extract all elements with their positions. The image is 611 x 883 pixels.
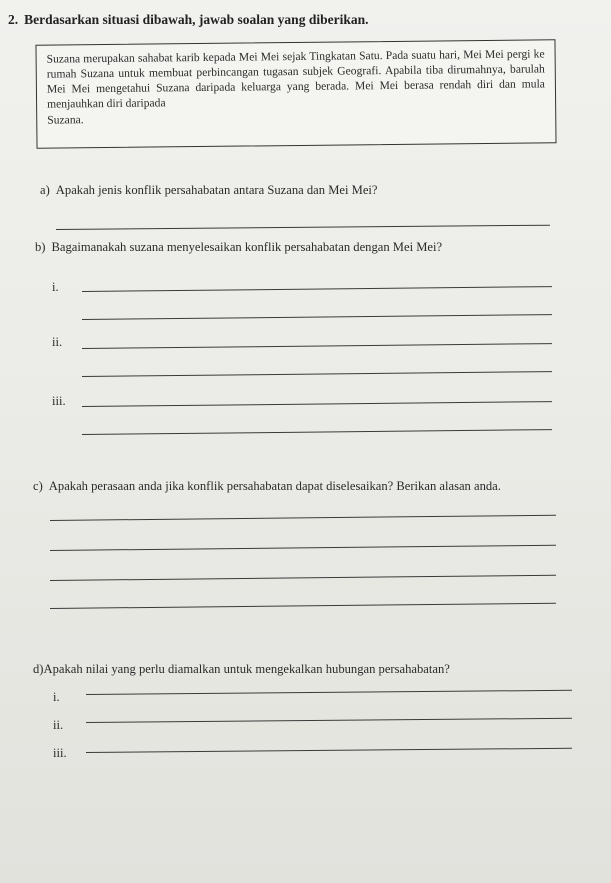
b-item-ii-label: ii. [52, 335, 63, 349]
answer-line-c-2[interactable] [50, 545, 556, 551]
answer-line-b-iii-2[interactable] [82, 429, 552, 435]
answer-line-b-ii-2[interactable] [82, 371, 552, 377]
b-item-iii-label: iii. [52, 394, 66, 408]
d-item-i-label: i. [53, 690, 60, 704]
d-item-ii-label: ii. [53, 718, 64, 732]
question-d-letter: d) [33, 662, 44, 676]
answer-line-a[interactable] [56, 225, 550, 230]
question-a [40, 183, 378, 198]
answer-line-d-i[interactable] [86, 690, 572, 695]
answer-line-b-ii-1[interactable] [82, 343, 552, 349]
d-item-iii-label: iii. [53, 746, 67, 760]
scenario-text: Suzana merupakan sahabat karib kepada Mei Mei sejak Tingkatan Satu. Pada suatu hari, Mei Mei pergi ke rumah Suzana untuk membuat perbincangan tugasan subjek Geografi. Apabila tiba dirumahnya, barulah Mei Mei mengetahui Suzana daripada keluarga yang berada. Mei Mei berasa rendah diri dan mula menjauhkan diri daripada [46, 47, 545, 111]
answer-line-d-iii[interactable] [86, 748, 572, 753]
question-a-text: Apakah jenis konflik persahabatan antara Suzana dan Mei Mei? [55, 183, 378, 197]
answer-line-c-1[interactable] [50, 515, 556, 521]
question-c-text: Apakah perasaan anda jika konflik persahabatan dapat diselesaikan? Berikan alasan anda. [48, 479, 501, 493]
scenario-signature: Suzana. [47, 113, 84, 127]
question-instruction: Berdasarkan situasi dibawah, jawab soalan yang diberikan. [24, 12, 369, 27]
question-heading [8, 12, 368, 28]
answer-line-b-iii-1[interactable] [82, 401, 552, 407]
question-b-text: Bagaimanakah suzana menyelesaikan konflik persahabatan dengan Mei Mei? [51, 240, 443, 254]
question-b [35, 240, 442, 255]
question-d [33, 662, 450, 677]
answer-line-d-ii[interactable] [86, 718, 572, 723]
b-item-i-label: i. [52, 280, 59, 294]
answer-line-c-4[interactable] [50, 603, 556, 609]
question-a-letter: a) [40, 183, 50, 197]
question-number: 2. [8, 12, 19, 27]
answer-line-b-i-1[interactable] [82, 286, 552, 292]
question-d-text: Apakah nilai yang perlu diamalkan untuk mengekalkan hubungan persahabatan? [43, 662, 450, 676]
answer-line-c-3[interactable] [50, 575, 556, 581]
scenario-box [35, 39, 556, 148]
question-c [33, 479, 501, 494]
question-c-letter: c) [33, 479, 43, 493]
question-b-letter: b) [35, 240, 46, 254]
answer-line-b-i-2[interactable] [82, 314, 552, 320]
